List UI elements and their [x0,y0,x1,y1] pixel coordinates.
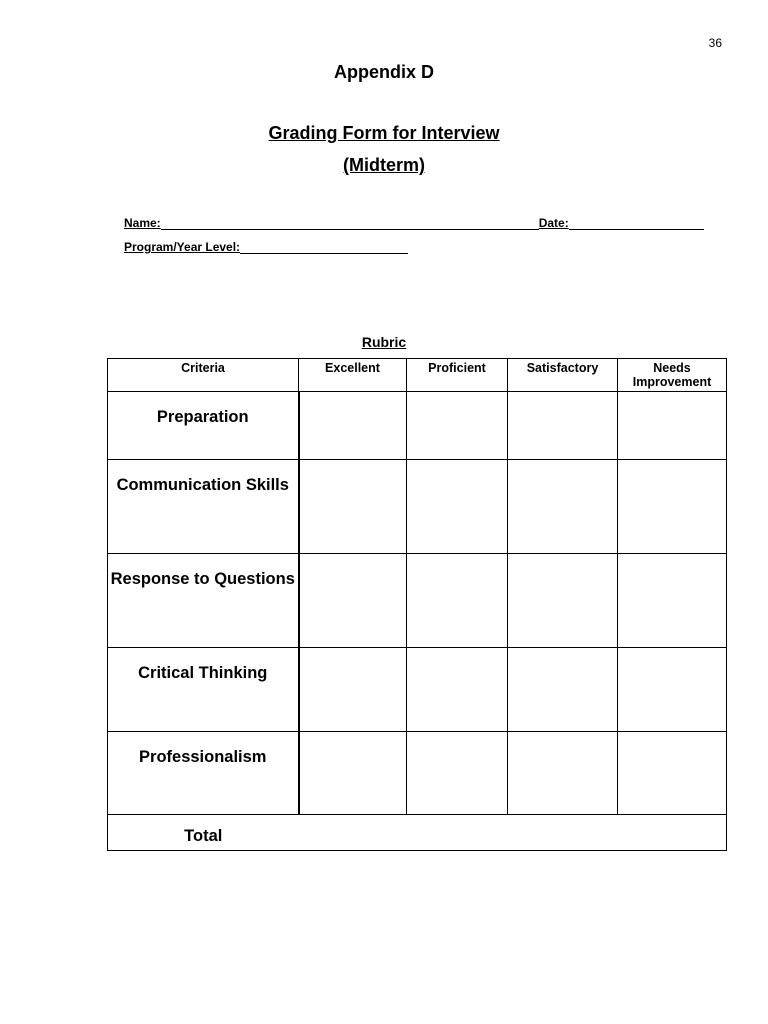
score-cell[interactable] [508,732,618,815]
page-number: 36 [708,36,722,50]
name-label: Name: [124,216,161,230]
criteria-critical-thinking: Critical Thinking [108,648,299,732]
score-cell[interactable] [407,392,508,460]
program-label: Program/Year Level: [124,240,241,254]
table-row [108,392,727,460]
header-satisfactory: Satisfactory [508,359,618,392]
score-cell[interactable] [508,554,618,648]
score-cell[interactable] [508,392,618,460]
header-proficient: Proficient [407,359,508,392]
total-label: Total [108,815,299,851]
table-row [108,460,727,554]
score-cell[interactable] [618,392,727,460]
score-cell[interactable] [299,648,407,732]
rubric-header-row [108,359,727,392]
score-cell[interactable] [407,554,508,648]
header-criteria: Criteria [108,359,299,392]
score-cell[interactable] [618,732,727,815]
score-cell[interactable] [618,648,727,732]
score-cell[interactable] [618,554,727,648]
criteria-professionalism: Professionalism [108,732,299,815]
date-field[interactable] [569,217,704,230]
total-value-cell[interactable] [299,815,727,851]
header-needs-improvement: Needs Improvement [618,359,727,392]
criteria-communication-skills: Communication Skills [108,460,299,554]
table-row [108,648,727,732]
score-cell[interactable] [299,554,407,648]
form-title: Grading Form for Interview [268,123,500,143]
name-date-row [124,216,704,230]
header-excellent: Excellent [299,359,407,392]
score-cell[interactable] [618,460,727,554]
table-row [108,732,727,815]
score-cell[interactable] [407,732,508,815]
score-cell[interactable] [407,648,508,732]
score-cell[interactable] [508,460,618,554]
criteria-preparation: Preparation [108,392,299,460]
score-cell[interactable] [508,648,618,732]
rubric-table [107,358,727,851]
score-cell[interactable] [407,460,508,554]
name-field[interactable] [161,217,539,230]
score-cell[interactable] [299,732,407,815]
score-cell[interactable] [299,460,407,554]
table-row [108,554,727,648]
criteria-response-to-questions: Response to Questions [108,554,299,648]
form-subtitle: (Midterm) [343,155,425,175]
appendix-title: Appendix D [333,62,434,82]
rubric-label: Rubric [361,334,407,350]
score-cell[interactable] [299,392,407,460]
program-field[interactable] [240,241,408,254]
total-row [108,815,727,851]
date-label: Date: [538,216,569,230]
program-row [124,240,408,254]
